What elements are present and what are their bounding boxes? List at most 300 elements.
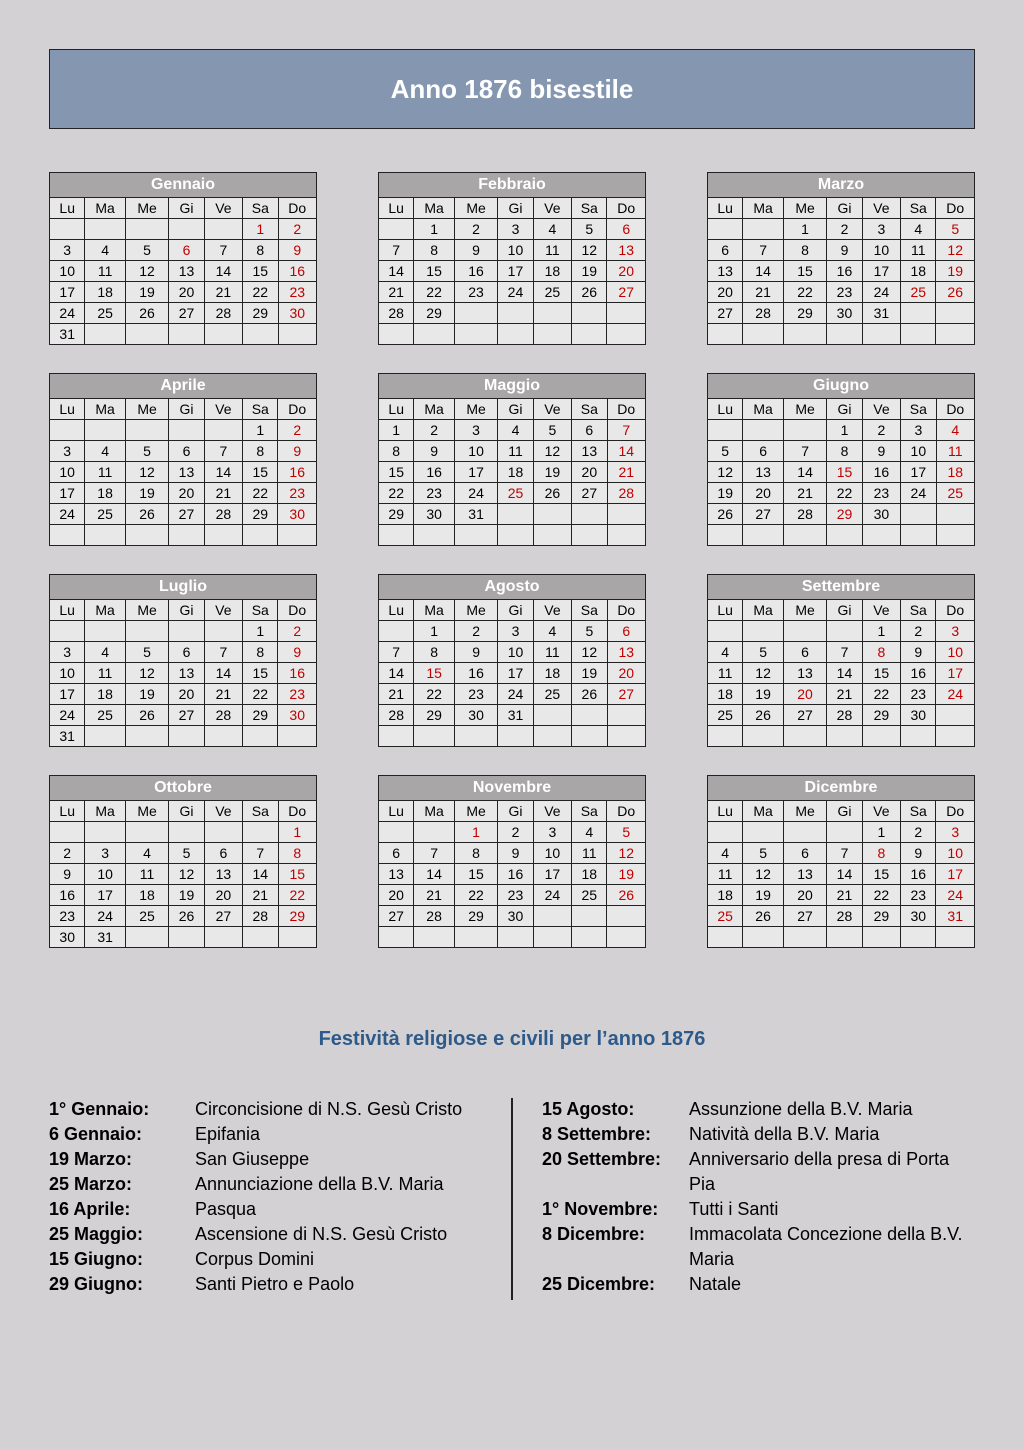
day-cell: 8 — [414, 642, 454, 663]
holidays-divider — [511, 1098, 513, 1300]
day-cell: 3 — [862, 219, 900, 240]
day-cell: 13 — [572, 441, 607, 462]
day-cell: 2 — [862, 420, 900, 441]
day-cell: 22 — [379, 483, 414, 504]
day-cell: 18 — [533, 261, 571, 282]
day-cell: 11 — [708, 864, 743, 885]
day-cell: 2 — [498, 822, 533, 843]
empty-cell — [936, 303, 975, 324]
weekday-label: Ve — [862, 198, 900, 219]
day-cell: 1 — [243, 420, 278, 441]
month-luglio — [49, 574, 317, 747]
day-cell: 17 — [862, 261, 900, 282]
day-cell: 14 — [379, 663, 414, 684]
weekday-label: Me — [125, 399, 168, 420]
day-cell: 15 — [243, 261, 278, 282]
day-cell: 20 — [783, 684, 826, 705]
weekday-label: Do — [936, 801, 975, 822]
day-cell: 31 — [454, 504, 497, 525]
day-cell: 18 — [936, 462, 974, 483]
empty-cell — [454, 726, 497, 747]
day-cell: 2 — [901, 822, 936, 843]
day-cell: 2 — [278, 219, 317, 240]
day-cell: 6 — [204, 843, 242, 864]
day-cell: 23 — [498, 885, 533, 906]
day-cell: 10 — [862, 240, 900, 261]
day-cell: 13 — [379, 864, 414, 885]
day-cell: 16 — [498, 864, 533, 885]
weekday-label: Ve — [862, 600, 900, 621]
empty-cell — [379, 324, 414, 345]
day-cell: 19 — [936, 261, 975, 282]
day-cell: 26 — [125, 504, 168, 525]
day-cell: 30 — [498, 906, 533, 927]
empty-cell — [169, 420, 204, 441]
empty-cell — [901, 504, 936, 525]
day-cell: 5 — [936, 219, 975, 240]
empty-cell — [743, 525, 783, 546]
day-cell: 15 — [454, 864, 497, 885]
day-cell: 7 — [379, 642, 414, 663]
month-name: Marzo — [708, 173, 975, 198]
day-cell: 22 — [243, 483, 278, 504]
weekday-label: Do — [278, 600, 317, 621]
day-cell: 21 — [743, 282, 783, 303]
day-cell: 7 — [743, 240, 783, 261]
day-cell: 19 — [125, 684, 168, 705]
weekday-label: Do — [278, 198, 317, 219]
day-cell: 10 — [454, 441, 497, 462]
empty-cell — [901, 927, 936, 948]
day-cell: 27 — [607, 282, 646, 303]
empty-cell — [862, 726, 900, 747]
month-maggio — [378, 373, 646, 546]
day-cell: 8 — [243, 240, 278, 261]
day-cell: 4 — [936, 420, 974, 441]
empty-cell — [379, 525, 414, 546]
empty-cell — [169, 324, 204, 345]
day-cell: 15 — [278, 864, 317, 885]
day-cell: 12 — [125, 261, 168, 282]
month-marzo — [707, 172, 975, 345]
day-cell: 28 — [379, 705, 414, 726]
day-cell: 23 — [827, 282, 862, 303]
empty-cell — [783, 420, 826, 441]
day-cell: 28 — [204, 705, 242, 726]
day-cell: 8 — [862, 642, 900, 663]
empty-cell — [243, 927, 278, 948]
day-cell: 4 — [533, 219, 571, 240]
holiday-item — [49, 1172, 495, 1197]
holidays-list-right — [542, 1097, 979, 1297]
day-cell: 14 — [414, 864, 454, 885]
day-cell: 23 — [901, 684, 936, 705]
day-cell: 11 — [498, 441, 533, 462]
holiday-date: 8 Dicembre: — [542, 1224, 646, 1244]
empty-cell — [827, 822, 862, 843]
weekday-label: Sa — [243, 801, 278, 822]
empty-cell — [379, 822, 414, 843]
empty-cell — [708, 525, 743, 546]
empty-cell — [572, 906, 607, 927]
day-cell: 5 — [572, 621, 607, 642]
day-cell: 9 — [278, 240, 317, 261]
day-cell: 9 — [414, 441, 454, 462]
day-cell: 7 — [827, 843, 862, 864]
day-cell: 25 — [85, 705, 125, 726]
day-cell: 14 — [379, 261, 414, 282]
month-aprile — [49, 373, 317, 546]
weekday-label: Gi — [827, 198, 862, 219]
month-name: Settembre — [708, 575, 975, 600]
empty-cell — [783, 525, 826, 546]
day-cell: 31 — [50, 726, 85, 747]
day-cell: 10 — [50, 663, 85, 684]
day-cell: 30 — [454, 705, 497, 726]
day-cell: 1 — [862, 822, 900, 843]
day-cell: 16 — [862, 462, 900, 483]
day-cell: 14 — [827, 663, 862, 684]
day-cell: 6 — [572, 420, 607, 441]
month-name: Giugno — [708, 374, 975, 399]
day-cell: 8 — [379, 441, 414, 462]
day-cell: 6 — [743, 441, 783, 462]
empty-cell — [85, 621, 125, 642]
day-cell: 24 — [50, 504, 85, 525]
empty-cell — [607, 726, 645, 747]
day-cell: 5 — [708, 441, 743, 462]
day-cell: 8 — [414, 240, 454, 261]
day-cell: 17 — [533, 864, 571, 885]
weekday-label: Gi — [827, 399, 862, 420]
weekday-label: Do — [936, 600, 975, 621]
weekday-label: Gi — [169, 801, 204, 822]
day-cell: 29 — [783, 303, 826, 324]
month-name: Novembre — [379, 776, 646, 801]
day-cell: 27 — [169, 504, 204, 525]
empty-cell — [901, 726, 936, 747]
empty-cell — [533, 927, 571, 948]
empty-cell — [204, 525, 242, 546]
day-cell: 6 — [607, 219, 646, 240]
day-cell: 21 — [379, 282, 414, 303]
day-cell: 3 — [936, 621, 975, 642]
weekday-label: Sa — [572, 600, 607, 621]
empty-cell — [498, 525, 533, 546]
day-cell: 30 — [278, 303, 317, 324]
day-cell: 7 — [243, 843, 278, 864]
holiday-date: 19 Marzo: — [49, 1149, 133, 1169]
day-cell: 12 — [169, 864, 204, 885]
day-cell: 6 — [783, 642, 826, 663]
day-cell: 22 — [783, 282, 826, 303]
holiday-name: Annunciazione della B.V. Maria — [195, 1174, 444, 1194]
empty-cell — [743, 420, 783, 441]
day-cell: 5 — [572, 219, 607, 240]
holiday-name: Assunzione della B.V. Maria — [689, 1099, 913, 1119]
holiday-date: 20 Settembre: — [542, 1149, 662, 1169]
weekday-label: Sa — [243, 600, 278, 621]
empty-cell — [454, 927, 497, 948]
day-cell: 19 — [169, 885, 204, 906]
day-cell: 18 — [572, 864, 607, 885]
weekday-label: Do — [607, 600, 645, 621]
day-cell: 28 — [743, 303, 783, 324]
empty-cell — [243, 324, 278, 345]
holiday-date: 25 Maggio: — [49, 1224, 144, 1244]
empty-cell — [708, 420, 743, 441]
day-cell: 11 — [572, 843, 607, 864]
month-agosto — [378, 574, 646, 747]
day-cell: 21 — [414, 885, 454, 906]
empty-cell — [533, 726, 571, 747]
day-cell: 20 — [204, 885, 242, 906]
day-cell: 23 — [454, 282, 497, 303]
day-cell: 1 — [414, 219, 454, 240]
empty-cell — [607, 303, 646, 324]
day-cell: 19 — [607, 864, 646, 885]
day-cell: 30 — [278, 504, 317, 525]
day-cell: 31 — [862, 303, 900, 324]
day-cell: 20 — [783, 885, 826, 906]
empty-cell — [379, 219, 414, 240]
day-cell: 3 — [498, 219, 533, 240]
empty-cell — [708, 219, 743, 240]
holiday-name: Natività della B.V. Maria — [689, 1124, 880, 1144]
day-cell: 14 — [204, 462, 242, 483]
day-cell: 12 — [743, 864, 783, 885]
day-cell: 28 — [204, 504, 242, 525]
weekday-label: Gi — [169, 198, 204, 219]
empty-cell — [827, 726, 862, 747]
empty-cell — [125, 420, 168, 441]
empty-cell — [85, 822, 125, 843]
day-cell: 23 — [901, 885, 936, 906]
day-cell: 27 — [743, 504, 783, 525]
day-cell: 18 — [125, 885, 168, 906]
empty-cell — [125, 726, 168, 747]
day-cell: 23 — [454, 684, 497, 705]
day-cell: 19 — [743, 684, 783, 705]
day-cell: 18 — [85, 483, 125, 504]
empty-cell — [572, 525, 607, 546]
holiday-date: 16 Aprile: — [49, 1199, 131, 1219]
holiday-name: Natale — [689, 1274, 742, 1294]
day-cell: 17 — [50, 282, 85, 303]
day-cell: 27 — [572, 483, 607, 504]
day-cell: 4 — [708, 843, 743, 864]
holiday-item — [542, 1222, 979, 1272]
day-cell: 30 — [901, 906, 936, 927]
empty-cell — [169, 822, 204, 843]
empty-cell — [204, 420, 242, 441]
day-cell: 7 — [204, 642, 242, 663]
day-cell: 14 — [743, 261, 783, 282]
weekday-label: Me — [454, 801, 497, 822]
empty-cell — [936, 705, 975, 726]
day-cell: 9 — [454, 642, 497, 663]
empty-cell — [743, 822, 783, 843]
empty-cell — [243, 822, 278, 843]
day-cell: 27 — [708, 303, 743, 324]
day-cell: 19 — [533, 462, 571, 483]
weekday-label: Ma — [414, 801, 454, 822]
day-cell: 30 — [50, 927, 85, 948]
day-cell: 28 — [607, 483, 645, 504]
empty-cell — [708, 927, 743, 948]
day-cell: 29 — [454, 906, 497, 927]
day-cell: 20 — [572, 462, 607, 483]
weekday-label: Sa — [901, 198, 936, 219]
day-cell: 29 — [243, 504, 278, 525]
day-cell: 12 — [533, 441, 571, 462]
day-cell: 30 — [862, 504, 900, 525]
weekday-label: Lu — [50, 600, 85, 621]
day-cell: 26 — [743, 906, 783, 927]
empty-cell — [708, 324, 743, 345]
holiday-name: Epifania — [195, 1124, 261, 1144]
day-cell: 22 — [414, 684, 454, 705]
weekday-label: Me — [125, 198, 168, 219]
holidays-list-left — [49, 1097, 495, 1297]
day-cell: 27 — [169, 303, 204, 324]
day-cell: 21 — [204, 483, 242, 504]
empty-cell — [85, 324, 125, 345]
day-cell: 3 — [454, 420, 497, 441]
weekday-label: Sa — [243, 198, 278, 219]
weekday-label: Ma — [85, 801, 125, 822]
empty-cell — [708, 621, 743, 642]
empty-cell — [454, 303, 497, 324]
empty-cell — [498, 927, 533, 948]
empty-cell — [827, 324, 862, 345]
day-cell: 16 — [901, 864, 936, 885]
day-cell: 25 — [572, 885, 607, 906]
day-cell: 26 — [572, 684, 607, 705]
day-cell: 20 — [607, 261, 646, 282]
empty-cell — [533, 906, 571, 927]
day-cell: 24 — [498, 684, 533, 705]
day-cell: 2 — [278, 420, 317, 441]
holiday-date: 15 Giugno: — [49, 1249, 143, 1269]
day-cell: 17 — [50, 684, 85, 705]
day-cell: 12 — [607, 843, 646, 864]
empty-cell — [125, 927, 168, 948]
day-cell: 2 — [414, 420, 454, 441]
day-cell: 25 — [533, 684, 571, 705]
empty-cell — [607, 705, 645, 726]
day-cell: 7 — [414, 843, 454, 864]
day-cell: 28 — [827, 705, 862, 726]
day-cell: 11 — [85, 462, 125, 483]
day-cell: 24 — [936, 684, 975, 705]
day-cell: 18 — [85, 282, 125, 303]
month-name: Gennaio — [50, 173, 317, 198]
weekday-label: Me — [125, 600, 168, 621]
day-cell: 12 — [743, 663, 783, 684]
day-cell: 30 — [901, 705, 936, 726]
day-cell: 5 — [743, 642, 783, 663]
day-cell: 9 — [498, 843, 533, 864]
day-cell: 6 — [169, 642, 204, 663]
day-cell: 10 — [85, 864, 125, 885]
empty-cell — [414, 927, 454, 948]
day-cell: 10 — [936, 642, 975, 663]
day-cell: 20 — [743, 483, 783, 504]
day-cell: 21 — [827, 684, 862, 705]
day-cell: 25 — [498, 483, 533, 504]
day-cell: 15 — [862, 864, 900, 885]
day-cell: 7 — [607, 420, 645, 441]
weekday-label: Sa — [901, 801, 936, 822]
day-cell: 10 — [50, 261, 85, 282]
day-cell: 15 — [379, 462, 414, 483]
weekday-label: Lu — [50, 399, 85, 420]
weekday-label: Lu — [379, 801, 414, 822]
day-cell: 8 — [862, 843, 900, 864]
day-cell: 16 — [901, 663, 936, 684]
empty-cell — [572, 504, 607, 525]
day-cell: 4 — [85, 642, 125, 663]
day-cell: 24 — [85, 906, 125, 927]
month-name: Aprile — [50, 374, 317, 399]
day-cell: 24 — [498, 282, 533, 303]
holiday-date: 1° Gennaio: — [49, 1099, 150, 1119]
empty-cell — [783, 726, 826, 747]
day-cell: 5 — [169, 843, 204, 864]
day-cell: 23 — [278, 483, 317, 504]
day-cell: 12 — [125, 462, 168, 483]
weekday-label: Ve — [204, 600, 242, 621]
day-cell: 4 — [498, 420, 533, 441]
weekday-label: Lu — [379, 399, 414, 420]
empty-cell — [743, 927, 783, 948]
holiday-date: 1° Novembre: — [542, 1199, 659, 1219]
empty-cell — [85, 525, 125, 546]
weekday-label: Ma — [743, 198, 783, 219]
day-cell: 20 — [607, 663, 645, 684]
empty-cell — [125, 219, 168, 240]
day-cell: 7 — [783, 441, 826, 462]
day-cell: 1 — [862, 621, 900, 642]
empty-cell — [50, 621, 85, 642]
day-cell: 15 — [414, 663, 454, 684]
weekday-label: Do — [278, 399, 317, 420]
day-cell: 10 — [533, 843, 571, 864]
day-cell: 24 — [50, 303, 85, 324]
empty-cell — [169, 525, 204, 546]
month-gennaio — [49, 172, 317, 345]
holiday-item — [49, 1272, 495, 1297]
empty-cell — [783, 621, 826, 642]
day-cell: 16 — [278, 663, 317, 684]
month-settembre — [707, 574, 975, 747]
holiday-item — [49, 1097, 495, 1122]
empty-cell — [533, 705, 571, 726]
day-cell: 7 — [827, 642, 862, 663]
weekday-label: Me — [454, 198, 497, 219]
weekday-label: Lu — [708, 399, 743, 420]
empty-cell — [572, 726, 607, 747]
empty-cell — [278, 324, 317, 345]
day-cell: 25 — [125, 906, 168, 927]
holiday-item — [49, 1147, 495, 1172]
day-cell: 2 — [827, 219, 862, 240]
day-cell: 28 — [379, 303, 414, 324]
weekday-label: Lu — [50, 198, 85, 219]
day-cell: 8 — [278, 843, 317, 864]
day-cell: 28 — [204, 303, 242, 324]
